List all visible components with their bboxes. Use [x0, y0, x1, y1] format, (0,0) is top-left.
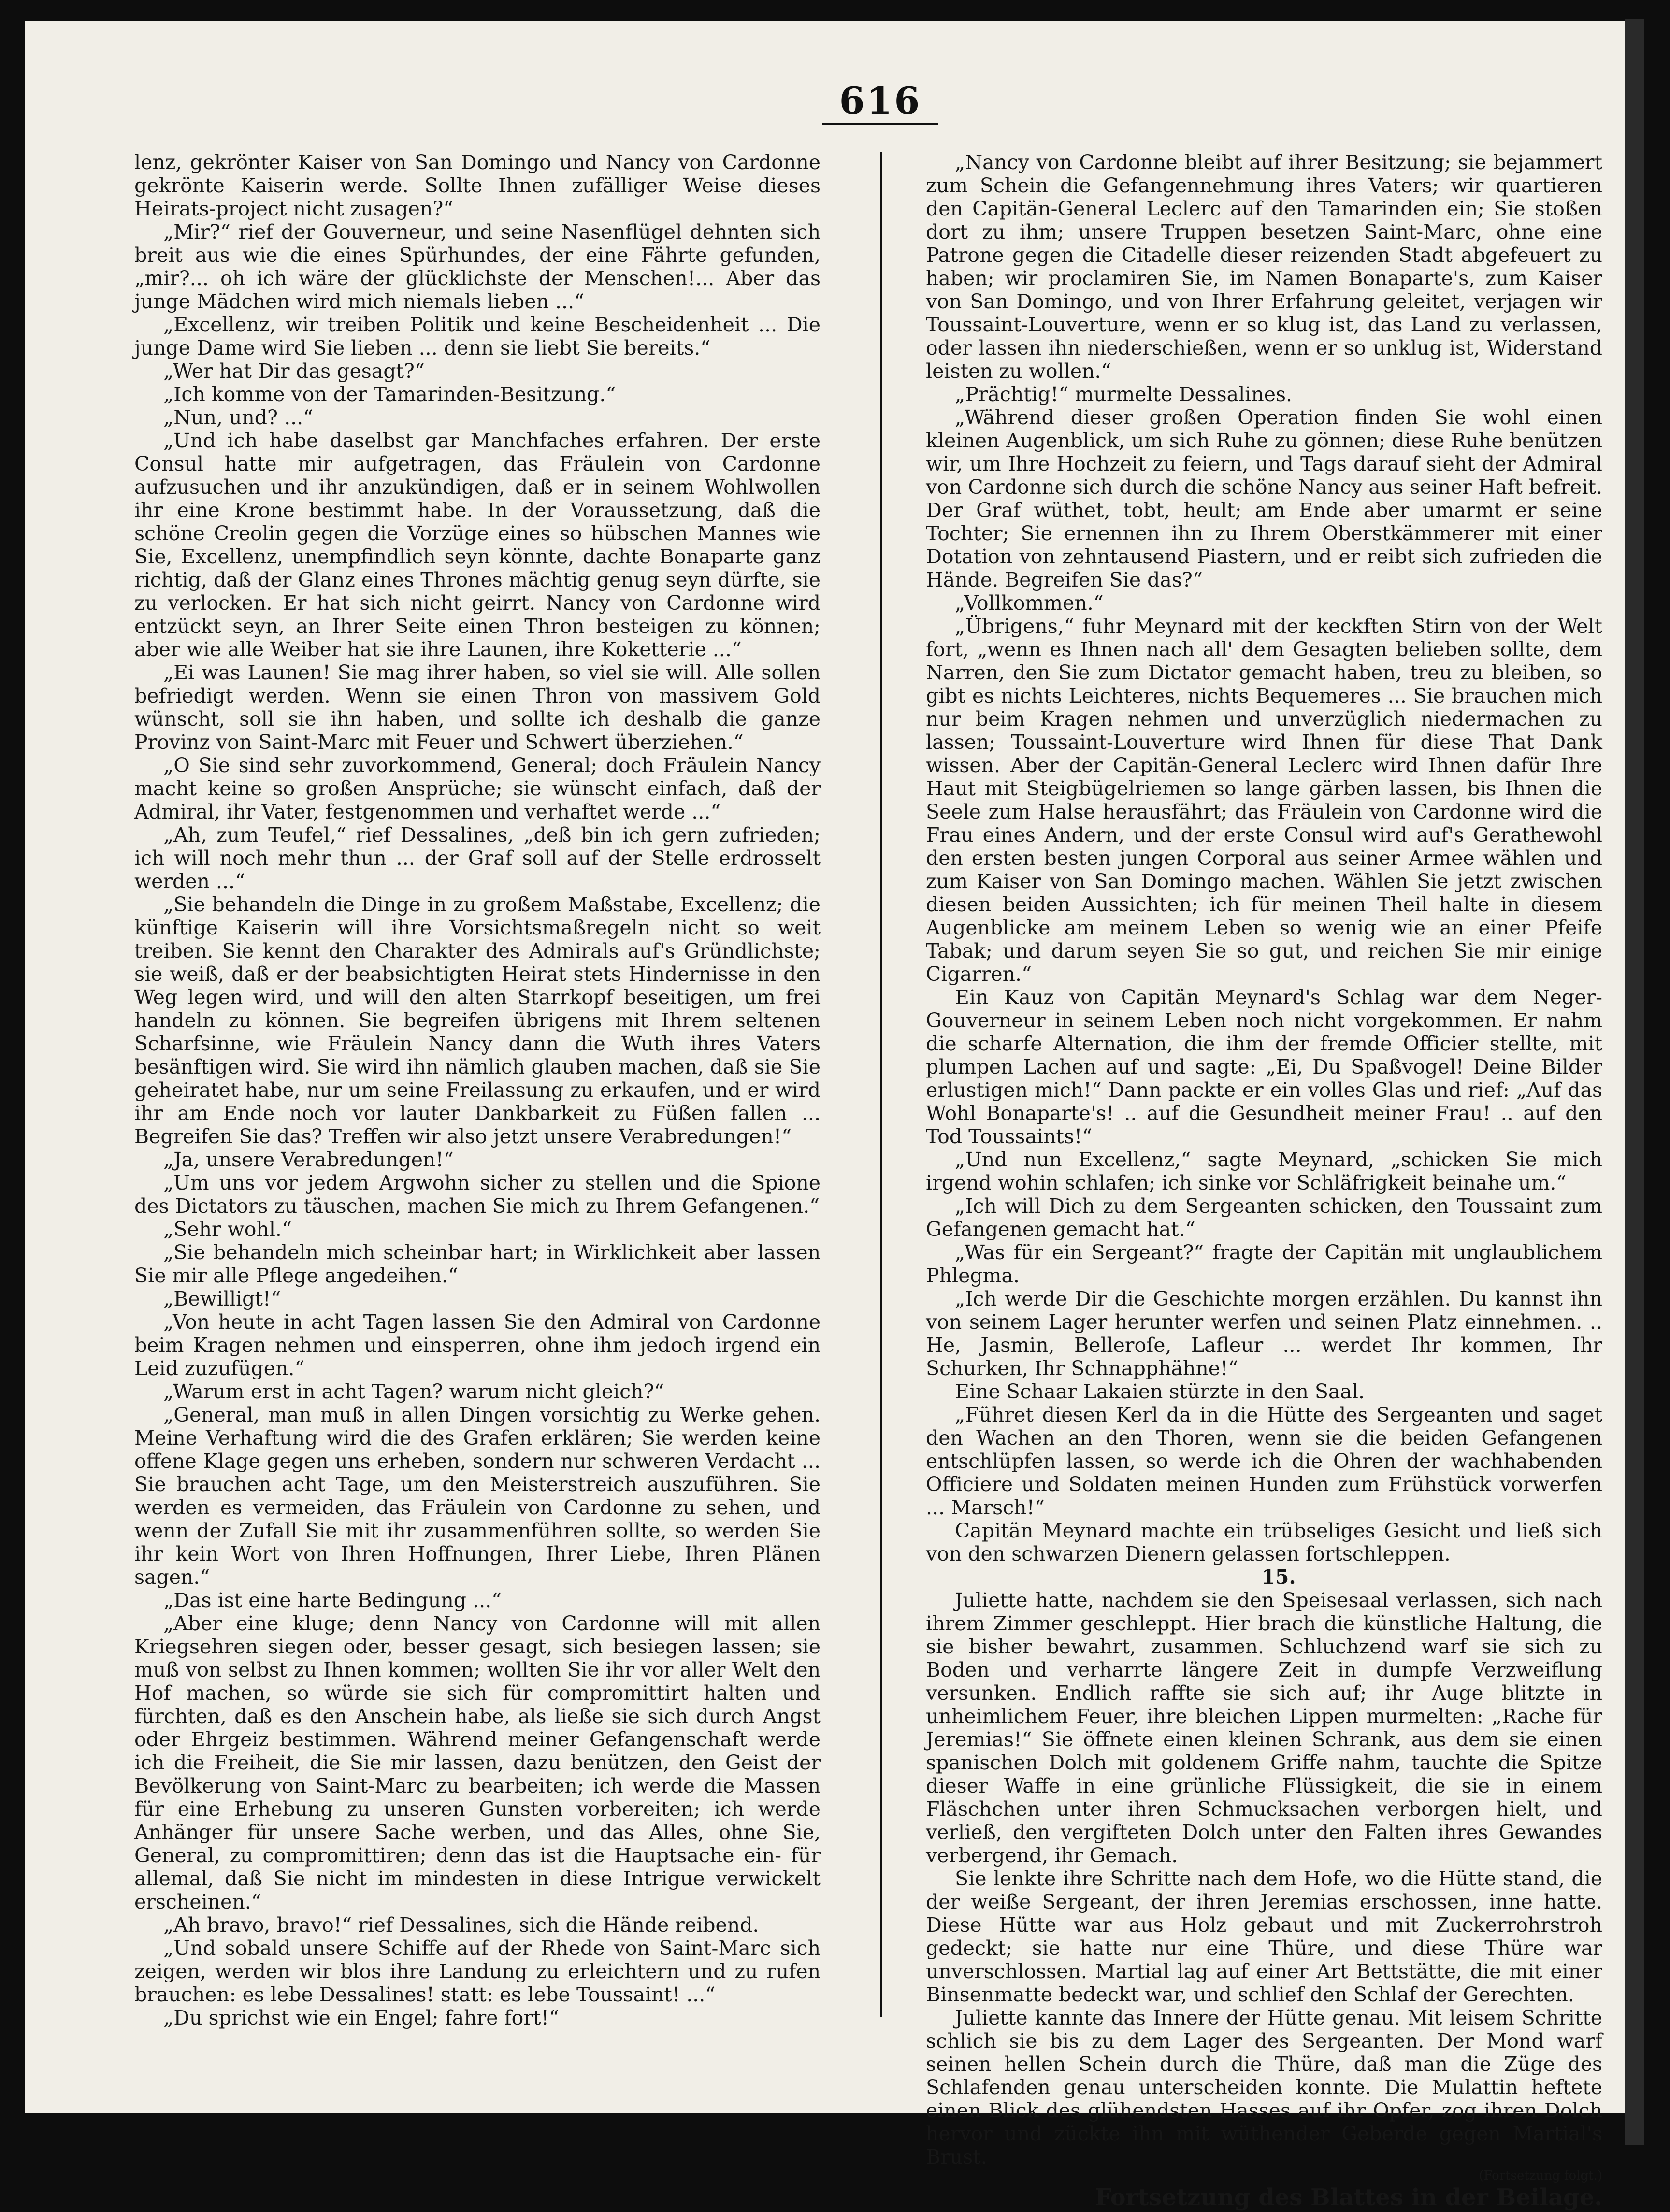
- newspaper-page: [25, 21, 1625, 2211]
- page-edge-shadow: [1625, 19, 1644, 2145]
- paragraph: „Mir?“ rief der Gouverneur, und seine Nasenflügel dehnten sich breit aus wie die eines Spürhundes, der eine Fährte gefunden, „mir?... oh ich wäre der glücklichste der Menschen!... Aber das junge Mädchen wird mich niemals lieben ...“: [134, 220, 821, 313]
- paragraph: „Ah, zum Teufel,“ rief Dessalines, „deß bin ich gern zufrieden; ich will noch mehr thun ... der Graf soll auf der Stelle erdrosselt werden ...“: [134, 823, 821, 893]
- paragraph: lenz, gekrönter Kaiser von San Domingo und Nancy von Cardonne gekrönte Kaiserin werde. Sollte Ihnen zufälliger Weise dieses Heirats-project nicht zusagen?“: [134, 151, 821, 220]
- paragraph: „Und nun Excellenz,“ sagte Meynard, „schicken Sie mich irgend wohin schlafen; ich sinke vor Schläfrigkeit beinahe um.“: [926, 1148, 1602, 1194]
- paragraph: „Vollkommen.“: [955, 591, 1104, 615]
- section-number: 15.: [1261, 1566, 1296, 1589]
- paragraph: Sie lenkte ihre Schritte nach dem Hofe, wo die Hütte stand, die der weiße Sergeant, der ihren Jeremias erschossen, inne hatte. Diese Hütte war aus Holz gebaut und mit Zuckerrohrstroh gedeckt; sie hatte nur eine Thüre, und diese Thüre war unverschlossen. Martial lag auf einer Art Bettstätte, die mit einer Binsenmatte bedeckt war, und schlief den Schlaf der Gerechten.: [926, 1867, 1602, 2006]
- paragraph: „Bewilligt!“: [163, 1287, 281, 1310]
- paragraph: „Ich werde Dir die Geschichte morgen erzählen. Du kannst ihn von seinem Lager herunter werfen und seinen Platz einnehmen. .. He, Jasmin, Belleroſe, Lafleur ... werdet Ihr kommen, Ihr Schurken, Ihr Schnapphähne!“: [926, 1287, 1602, 1380]
- page-number: 616: [839, 79, 922, 122]
- paragraph: „Um uns vor jedem Argwohn sicher zu stellen und die Spione des Dictators zu täuschen, machen Sie mich zu Ihrem Gefangenen.“: [134, 1171, 821, 1218]
- paragraph: „Prächtig!“ murmelte Dessalines.: [955, 383, 1293, 406]
- paragraph: „Übrigens,“ fuhr Meynard mit der keckften Stirn von der Welt fort, „wenn es Ihnen nach all' dem Gesagten belieben sollte, dem Narren, den Sie zum Dictator gemacht haben, treu zu bleiben, so gibt es nichts Leichteres, nichts Bequemeres ... Sie brauchen mich nur beim Kragen nehmen und unverzüglich niedermachen zu lassen; Toussaint-Louverture wird Ihnen für diese That Dank wissen. Aber der Capitän-General Leclerc wird Ihnen dafür Ihre Haut mit Steigbügelriemen so lange gärben lassen, bis Ihnen die Seele zum Halse herausfährt; das Fräulein von Cardonne wird die Frau eines Andern, und der erste Consul wird auf's Gerathewohl den ersten besten jungen Corporal aus seiner Armee wählen und zum Kaiser von San Domingo machen. Wählen Sie jetzt zwischen diesen beiden Aussichten; ich für meinen Theil halte in diesem Augenblicke am meinem Leben so wenig wie an einer Pfeife Tabak; und darum seyen Sie so gut, und reichen Sie mir einige Cigarren.“: [926, 615, 1602, 986]
- paragraph: „Wer hat Dir das gesagt?“: [163, 359, 425, 383]
- left-column: [134, 151, 821, 2029]
- paragraph: Eine Schaar Lakaien stürzte in den Saal.: [955, 1380, 1365, 1403]
- paragraph: „Aber eine kluge; denn Nancy von Cardonne will mit allen Kriegsehren siegen oder, besser gesagt, sich besiegen lassen; sie muß von selbst zu Ihnen kommen; wollten Sie ihr vor aller Welt den Hof machen, so würde sie sich für compromittirt halten und fürchten, daß es den Anschein habe, als ließe sie sich durch Angst oder Ehrgeiz bestimmen. Während meiner Gefangenschaft werde ich die Freiheit, die Sie mir lassen, dazu benützen, den Geist der Bevölkerung von Saint-Marc zu bearbeiten; ich werde die Massen für eine Erhebung zu unseren Gunsten vorbereiten; ich werde Anhänger für unsere Sache werben, und das Alles, ohne Sie, General, zu compromittiren; denn das ist die Hauptsache ein- für allemal, daß Sie nicht im mindesten in diese Intrigue verwickelt erscheinen.“: [134, 1612, 821, 1913]
- paragraph: „Warum erst in acht Tagen? warum nicht gleich?“: [163, 1380, 664, 1403]
- paragraph: Juliette hatte, nachdem sie den Speisesaal verlassen, sich nach ihrem Zimmer geschleppt. Hier brach die künstliche Haltung, die sie bisher bewahrt, zusammen. Schluchzend warf sie sich zu Boden und verharrte längere Zeit in dumpfe Verzweiflung versunken. Endlich raffte sie sich auf; ihr Auge blitzte in unheimlichem Feuer, ihre bleichen Lippen murmelten: „Rache für Jeremias!“ Sie öffnete einen kleinen Schrank, aus dem sie einen spanischen Dolch mit goldenem Griffe nahm, tauchte die Spitze dieser Waffe in eine grünliche Flüssigkeit, die sie in einem Fläschchen unter ihren Schmucksachen verborgen hielt, und verließ, den vergifteten Dolch unter den Falten ihres Gewandes verbergend, ihr Gemach.: [926, 1589, 1602, 1867]
- paragraph: „Das ist eine harte Bedingung ...“: [163, 1589, 502, 1612]
- paragraph: Ein Kauz von Capitän Meynard's Schlag war dem Neger-Gouverneur in seinem Leben noch nicht vorgekommen. Er nahm die scharfe Alternation, die ihm der fremde Officier stellte, mit plumpen Lachen auf und sagte: „Ei, Du Spaßvogel! Deine Bilder erlustigen mich!“ Dann packte er ein volles Glas und rief: „Auf das Wohl Bonaparte's! .. auf die Gesundheit meiner Frau! .. auf den Tod Toussaints!“: [926, 986, 1602, 1148]
- paragraph: „Du sprichst wie ein Engel; fahre fort!“: [163, 2006, 559, 2029]
- supplement-note: Fortsetzung des Blattes in der Beilage.: [1095, 2184, 1602, 2211]
- paragraph: „Während dieser großen Operation finden Sie wohl einen kleinen Augenblick, um sich Ruhe zu gönnen; diese Ruhe benützen wir, um Ihre Hochzeit zu feiern, und Tags darauf sieht der Admiral von Cardonne sich durch die schöne Nancy aus seiner Haft befreit. Der Graf wüthet, tobt, heult; am Ende aber umarmt er seine Tochter; Sie ernennen ihn zu Ihrem Oberstkämmerer mit einer Dotation von zehntausend Piastern, und er reibt sich zufrieden die Hände. Begreifen Sie das?“: [926, 406, 1602, 591]
- paragraph: „O Sie sind sehr zuvorkommend, General; doch Fräulein Nancy macht keine so großen Ansprüche; sie wünscht einfach, daß der Admiral, ihr Vater, festgenommen und verhaftet werde ...“: [134, 754, 821, 823]
- paragraph: „Nun, und? ...“: [163, 406, 314, 429]
- header-rule: [822, 123, 938, 125]
- paragraph: „Sie behandeln mich scheinbar hart; in Wirklichkeit aber lassen Sie mir alle Pflege angedeihen.“: [134, 1241, 821, 1287]
- paragraph: Capitän Meynard machte ein trübseliges Gesicht und ließ sich von den schwarzen Dienern gelassen fortschleppen.: [926, 1519, 1602, 1566]
- paragraph: „Nancy von Cardonne bleibt auf ihrer Besitzung; sie bejammert zum Schein die Gefangennehmung ihres Vaters; wir quartieren den Capitän-General Leclerc auf den Tamarinden ein; Sie stoßen dort zu ihm; unsere Truppen besetzen Saint-Marc, ohne eine Patrone gegen die Citadelle dieser reizenden Stadt abgefeuert zu haben; wir proclamiren Sie, im Namen Bonaparte's, zum Kaiser von San Domingo, und von Ihrer Erfahrung geleitet, verjagen wir Toussaint-Louverture, wenn er so klug ist, das Land zu verlassen, oder lassen ihn niederschießen, wenn er so unklug ist, Widerstand leisten zu wollen.“: [926, 151, 1602, 383]
- paragraph: „Führet diesen Kerl da in die Hütte des Sergeanten und saget den Wachen an den Thoren, wenn sie die beiden Gefangenen entschlüpfen lassen, so werde ich die Ohren der wachhabenden Officiere und Soldaten meinen Hunden zum Frühstück vorwerfen ... Marsch!“: [926, 1403, 1602, 1519]
- paragraph: „Und ich habe daselbst gar Manchfaches erfahren. Der erste Consul hatte mir aufgetragen, das Fräulein von Cardonne aufzusuchen und ihr anzukündigen, daß er in seinem Wohlwollen ihr eine Krone bestimmt habe. In der Voraussetzung, daß die schöne Creolin gegen die Vorzüge eines so hübschen Mannes wie Sie, Excellenz, unempfindlich seyn könnte, dachte Bonaparte ganz richtig, daß der Glanz eines Thrones mächtig genug seyn dürfte, sie zu verlocken. Er hat sich nicht geirrt. Nancy von Cardonne wird entzückt seyn, an Ihrer Seite einen Thron besteigen zu können; aber wie alle Weiber hat sie ihre Launen, ihre Koketterie ...“: [134, 429, 821, 661]
- paragraph: „General, man muß in allen Dingen vorsichtig zu Werke gehen. Meine Verhaftung wird die des Grafen erklären; Sie werden keine offene Klage gegen uns erheben, sondern nur schweren Verdacht ... Sie brauchen acht Tage, um den Meisterstreich auszuführen. Sie werden es vermeiden, das Fräulein von Cardonne zu sehen, und wenn der Zufall Sie mit ihr zusammenführen sollte, so werden Sie ihr kein Wort von Ihren Hoffnungen, Ihrer Liebe, Ihren Plänen sagen.“: [134, 1403, 821, 1589]
- paragraph: „Excellenz, wir treiben Politik und keine Bescheidenheit ... Die junge Dame wird Sie lieben ... denn sie liebt Sie bereits.“: [134, 313, 821, 359]
- paragraph: „Und sobald unsere Schiffe auf der Rhede von Saint-Marc sich zeigen, werden wir blos ihre Landung zu erleichtern und zu rufen brauchen: es lebe Dessalines! statt: es lebe Toussaint! ...“: [134, 1937, 821, 2006]
- continuation-note: (Fortsetzung folgt.): [1479, 2169, 1602, 2183]
- paragraph: „Sie behandeln die Dinge in zu großem Maßstabe, Excellenz; die künftige Kaiserin will ihre Vorsichtsmaßregeln nicht so weit treiben. Sie kennt den Charakter des Admirals auf's Gründlichste; sie weiß, daß er der beabsichtigten Heirat stets Hindernisse in den Weg legen wird, und will den alten Starrkopf beseitigen, um frei handeln zu können. Sie begreifen übrigens mit Ihrem seltenen Scharfsinne, wie Fräulein Nancy dann die Wuth ihres Vaters besänftigen wird. Sie wird ihn nämlich glauben machen, daß sie Sie geheiratet habe, nur um seine Freilassung zu erkaufen, und er wird ihr am Ende noch vor lauter Dankbarkeit zu Füßen fallen ... Begreifen Sie das? Treffen wir also jetzt unsere Verabredungen!“: [134, 893, 821, 1148]
- paragraph: Juliette kannte das Innere der Hütte genau. Mit leisem Schritte schlich sie bis zu dem Lager des Sergeanten. Der Mond warf seinen hellen Schein durch die Thüre, daß man die Züge des Schlafenden genau unterscheiden konnte. Die Mulattin heftete einen Blick des glühendsten Hasses auf ihr Opfer, zog ihren Dolch hervor und zückte ihn mit wüthender Geberde gegen Martial's Brust.: [926, 2006, 1602, 2169]
- paragraph: „Ei was Launen! Sie mag ihrer haben, so viel sie will. Alle sollen befriedigt werden. Wenn sie einen Thron von massivem Gold wünscht, soll sie ihn haben, und sollte ich deshalb die ganze Provinz von Saint-Marc mit Feuer und Schwert überziehen.“: [134, 661, 821, 754]
- paragraph: „Ich komme von der Tamarinden-Besitzung.“: [163, 383, 616, 406]
- paragraph: „Von heute in acht Tagen lassen Sie den Admiral von Cardonne beim Kragen nehmen und einsperren, ohne ihm jedoch irgend ein Leid zuzufügen.“: [134, 1310, 821, 1380]
- paragraph: „Sehr wohl.“: [163, 1218, 292, 1241]
- paragraph: „Ja, unsere Verabredungen!“: [163, 1148, 454, 1171]
- right-column: [926, 151, 1602, 2212]
- paragraph: „Ich will Dich zu dem Sergeanten schicken, den Toussaint zum Gefangenen gemacht hat.“: [926, 1194, 1602, 1241]
- column-rule: [880, 152, 882, 2017]
- paragraph: „Was für ein Sergeant?“ fragte der Capitän mit unglaublichem Phlegma.: [926, 1241, 1602, 1287]
- paragraph: „Ah bravo, bravo!“ rief Dessalines, sich die Hände reibend.: [163, 1913, 759, 1937]
